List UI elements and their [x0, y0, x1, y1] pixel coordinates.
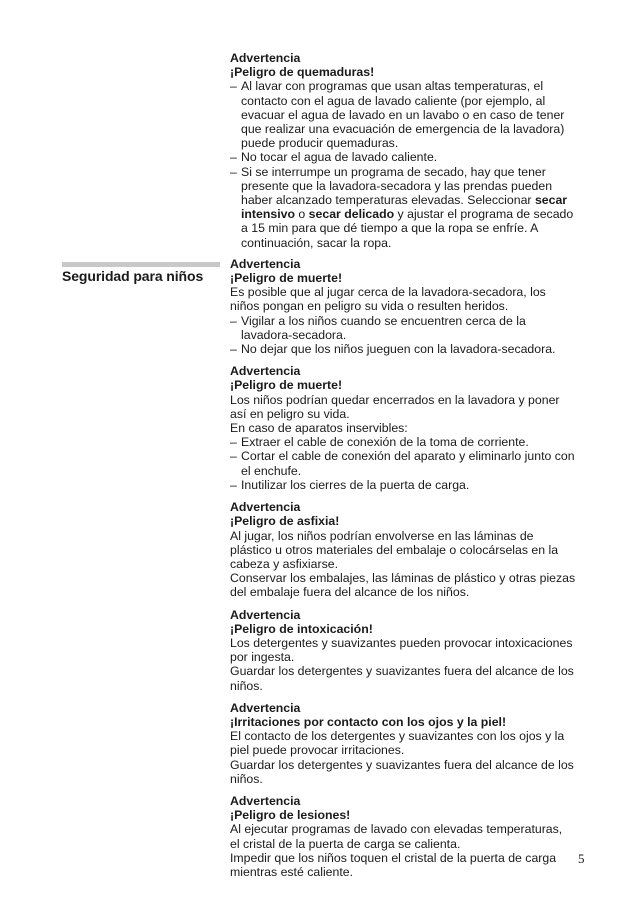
section-divider-bar [62, 262, 220, 267]
warning-block-injury: Advertencia ¡Peligro de lesiones! Al ejecutar programas de lavado con elevadas temperaturas, el cristal de la puerta de carga se calienta. Impedir que los niños toquen el cristal de la puerta de carga mientras esté caliente. [230, 794, 592, 879]
bullet-item: – Si se interrumpe un programa de secado, hay que tener presente que la lavadora-secadora y las prendas pueden haber alcanzado temperaturas elevadas. Seleccionar secar intensivo o secar delicado y ajustar el programa de secado a 15 min para que dé tiempo a que la ropa se enfríe. A continuación, sacar la ropa. [230, 164, 574, 250]
bullet-item: – Extraer el cable de conexión de la toma de corriente. [230, 435, 529, 450]
warning-label: Advertencia [230, 700, 301, 715]
warning-heading: ¡Peligro de quemaduras! [230, 65, 375, 80]
bullet-item: – Vigilar a los niños cuando se encuentren cerca de la lavadora-secadora. [230, 313, 526, 342]
bullet-item: – Cortar el cable de conexión del aparato y eliminarlo junto con el enchufe. [230, 449, 575, 478]
program-name-bold: secar [534, 193, 568, 208]
warning-heading: ¡Peligro de lesiones! [230, 808, 351, 823]
warnings-column [230, 51, 592, 879]
warning-heading: ¡Peligro de intoxicación! [230, 621, 373, 636]
bullet-item: – No dejar que los niños jueguen con la lavadora-secadora. [230, 342, 556, 357]
warning-block-burns [230, 51, 592, 250]
warning-heading: ¡Irritaciones por contacto con los ojos y la piel! [230, 714, 507, 729]
program-name-bold: secar delicado [308, 207, 395, 222]
warning-block-death-trapped: Advertencia ¡Peligro de muerte! Los niños podrían quedar encerrados en la lavadora y poner así en peligro su vida. En caso de aparatos inservibles: – Extraer el cable de conexión de la toma de corriente. – Cortar el cable de conexión del aparato y eliminarlo junto con el enchufe. – Inutilizar los cierres de la puerta de carga. [230, 364, 592, 492]
warning-label: Advertencia [230, 607, 301, 622]
bullet-item: – No tocar el agua de lavado caliente. [230, 150, 438, 165]
warning-label: Advertencia [230, 500, 301, 515]
bullet-item: – Al lavar con programas que usan altas temperaturas, el contacto con el agua de lavado caliente (por ejemplo, al evacuar el agua de lavado en un lavabo o en caso de tener que realizar una evacuación de emergencia de la lavadora) puede producir quemaduras. [230, 79, 565, 151]
warning-label: Advertencia [230, 364, 301, 379]
warning-heading: ¡Peligro de muerte! [230, 378, 343, 393]
program-name-bold: intensivo [241, 207, 295, 222]
warning-heading: ¡Peligro de asfixia! [230, 514, 340, 529]
warning-label: Advertencia [230, 793, 301, 808]
bullet-item: – Inutilizar los cierres de la puerta de carga. [230, 477, 470, 492]
warning-label: Advertencia [230, 51, 301, 65]
warning-block-asphyxia: Advertencia ¡Peligro de asfixia! Al jugar, los niños podrían envolverse en las láminas de plástico u otros materiales del embalaje o colocárselas en la cabeza y asfixiarse. Conservar los embalajes, las láminas de plástico y otras piezas del embalaje fuera del alcance de los niños. [230, 500, 592, 599]
section-title: Seguridad para niños [62, 268, 204, 284]
warning-block-irritation: Advertencia ¡Irritaciones por contacto con los ojos y la piel! El contacto de los detergentes y suavizantes con los ojos y la piel puede provocar irritaciones. Guardar los detergentes y suavizantes fuera del alcance de los niños. [230, 701, 592, 786]
warning-block-poisoning: Advertencia ¡Peligro de intoxicación! Los detergentes y suavizantes pueden provocar intoxicaciones por ingesta. Guardar los detergentes y suavizantes fuera del alcance de los niños. [230, 608, 592, 693]
warning-label: Advertencia [230, 256, 301, 271]
warning-heading: ¡Peligro de muerte! [230, 271, 343, 286]
page-number: 5 [578, 851, 585, 866]
warning-block-death-play: Advertencia ¡Peligro de muerte! Es posible que al jugar cerca de la lavadora-secadora, los niños pongan en peligro su vida o resulten heridos. – Vigilar a los niños cuando se encuentren cerca de la lavadora-secadora. – No dejar que los niños jueguen con la lavadora-secadora. [230, 257, 592, 356]
